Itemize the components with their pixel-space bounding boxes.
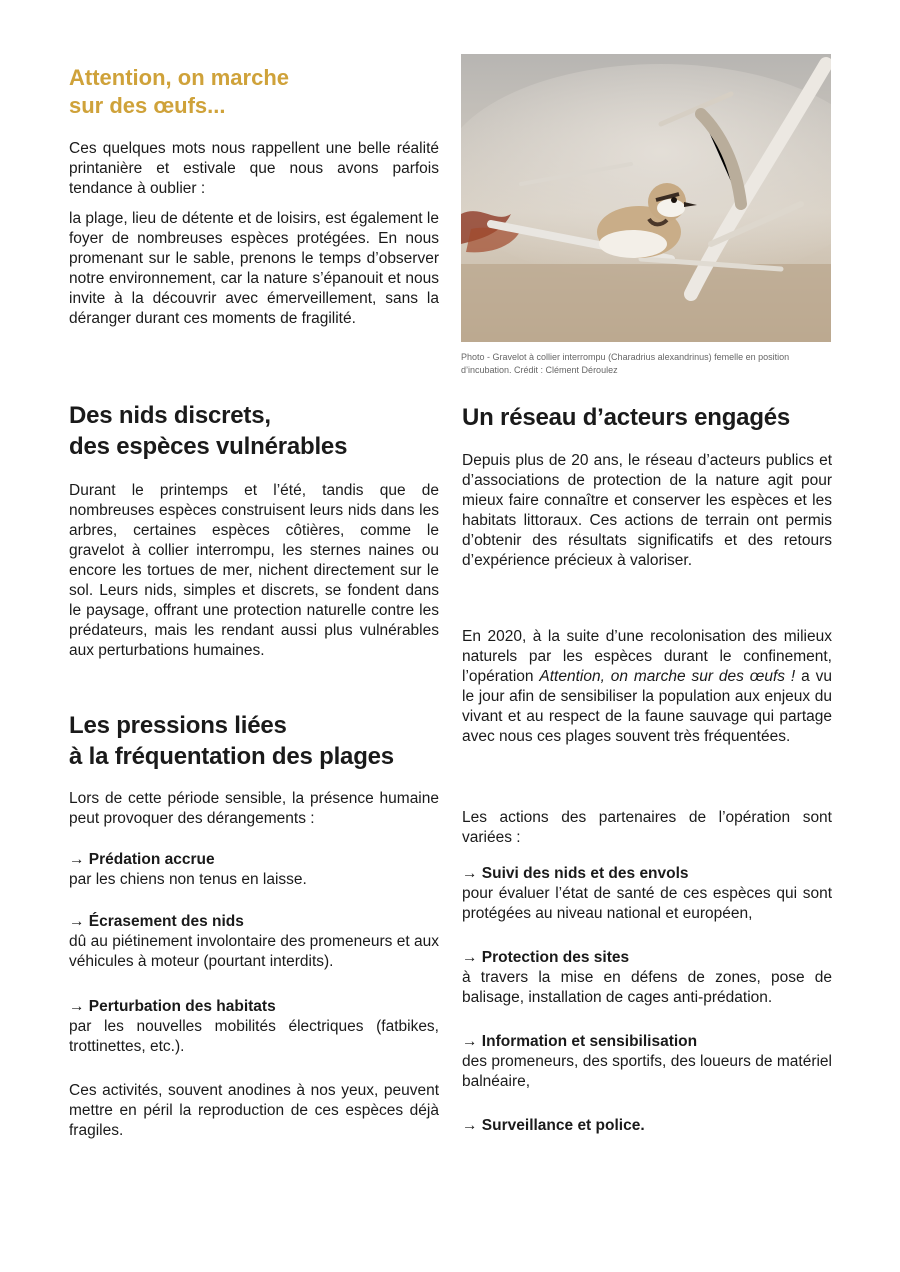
actions-item-text: à travers la mise en défens de zones, pose de balisage, installation de cages anti-prédation. [462,969,832,1006]
pressions-item [69,850,439,890]
actions-item [462,1032,832,1092]
nids-title [69,400,449,462]
pressions-title [69,710,449,772]
nids-body: Durant le printemps et l’été, tandis que de nombreuses espèces construisent leurs nids dans les arbres, certaines espèces côtières, comme le gravelot à collier interrompu, les sternes naines ou encore les tortues de mer, nichent directement sur le sol. Leurs nids, simples et discrets, se fondent dans le paysage, offrant une protection naturelle contre les prédateurs, mais les rendant aussi plus vulnérables aux perturbations humaines. [69,482,439,659]
actions-item [462,864,832,924]
actions-item-head: → Protection des sites [462,949,630,966]
intro-title [69,64,439,120]
actions-intro: Les actions des partenaires de l’opération sont variées : [462,809,832,846]
pressions-item-text: par les nouvelles mobilités électriques (fatbikes, trottinettes, etc.). [69,1018,439,1055]
pressions-intro: Lors de cette période sensible, la présence humaine peut provoquer des dérangements : [69,790,439,827]
pressions-item [69,912,439,972]
operation-name: Attention, on marche sur des œufs ! [539,668,796,685]
plover-photo [461,54,831,342]
intro-paragraph-2: la plage, lieu de détente et de loisirs, est également le foyer de nombreuses espèces protégées. En nous promenant sur le sable, prenons le temps d’observer notre environnement, car la nature s’épanouit et nous invite à la découvrir avec émerveillement, sans la déranger durant ces moments de fragilité. [69,210,439,327]
photo-caption-line1: Photo - Gravelot à collier interrompu (Charadrius alexandrinus) femelle en position [461,352,790,362]
intro-section [69,64,439,120]
nids-title-line2: des espèces vulnérables [69,433,348,460]
intro-title-line1: Attention, on marche [69,65,290,90]
reseau-paragraph-2-end: a vu le jour afin de sensibiliser la population aux enjeux du vivant et au respect de la faune sauvage qui partage avec nous ces plages souvent très fréquentées. [462,668,833,745]
actions-item-head: → Information et sensibilisation [462,1033,698,1050]
pressions-item-head: → Écrasement des nids [69,913,244,930]
pressions-item-head: → Prédation accrue [69,851,215,868]
actions-item [462,948,832,1008]
photo-caption [461,351,841,377]
intro-title-line2: sur des œufs... [69,93,226,118]
actions-item-head: → Suivi des nids et des envols [462,865,689,882]
reseau-paragraph-1: Depuis plus de 20 ans, le réseau d’acteurs publics et d’associations de protection de la nature agit pour mieux faire connaître et conserver les espèces et les habitats littoraux. Ces actions de terrain ont permis d’obtenir des résultats significatifs et des retours d’expérience précieux à valoriser. [462,452,832,569]
plover-illustration [461,54,831,342]
pressions-title-line2: à la fréquentation des plages [69,743,394,770]
reseau-paragraph-2-start: En 2020, à la suite d’une recolonisation des milieux naturels par les espèces durant le confinement, l’opération [462,628,832,685]
photo-caption-line2: d’incubation. Crédit : Clément Déroulez [461,365,618,375]
intro-paragraph-1: Ces quelques mots nous rappellent une belle réalité printanière et estivale que nous avons parfois tendance à oublier : [69,140,439,197]
pressions-item-text: par les chiens non tenus en laisse. [69,871,307,888]
actions-item-text: des promeneurs, des sportifs, des loueurs de matériel balnéaire, [462,1053,832,1090]
actions-item [462,1116,832,1136]
actions-item-head: → Surveillance et police. [462,1117,645,1134]
actions-item-text: pour évaluer l’état de santé de ces espèces qui sont protégées au niveau national et européen, [462,885,832,922]
pressions-item-text: dû au piétinement involontaire des promeneurs et aux véhicules à moteur (pourtant interdits). [69,933,439,970]
pressions-conclusion: Ces activités, souvent anodines à nos yeux, peuvent mettre en péril la reproduction de ces espèces déjà fragiles. [69,1082,439,1139]
pressions-item-head: → Perturbation des habitats [69,998,276,1015]
reseau-paragraph-2 [462,627,832,747]
pressions-title-line1: Les pressions liées [69,712,287,739]
reseau-title: Un réseau d’acteurs engagés [462,404,791,431]
nids-title-line1: Des nids discrets, [69,402,271,429]
pressions-item [69,997,439,1057]
